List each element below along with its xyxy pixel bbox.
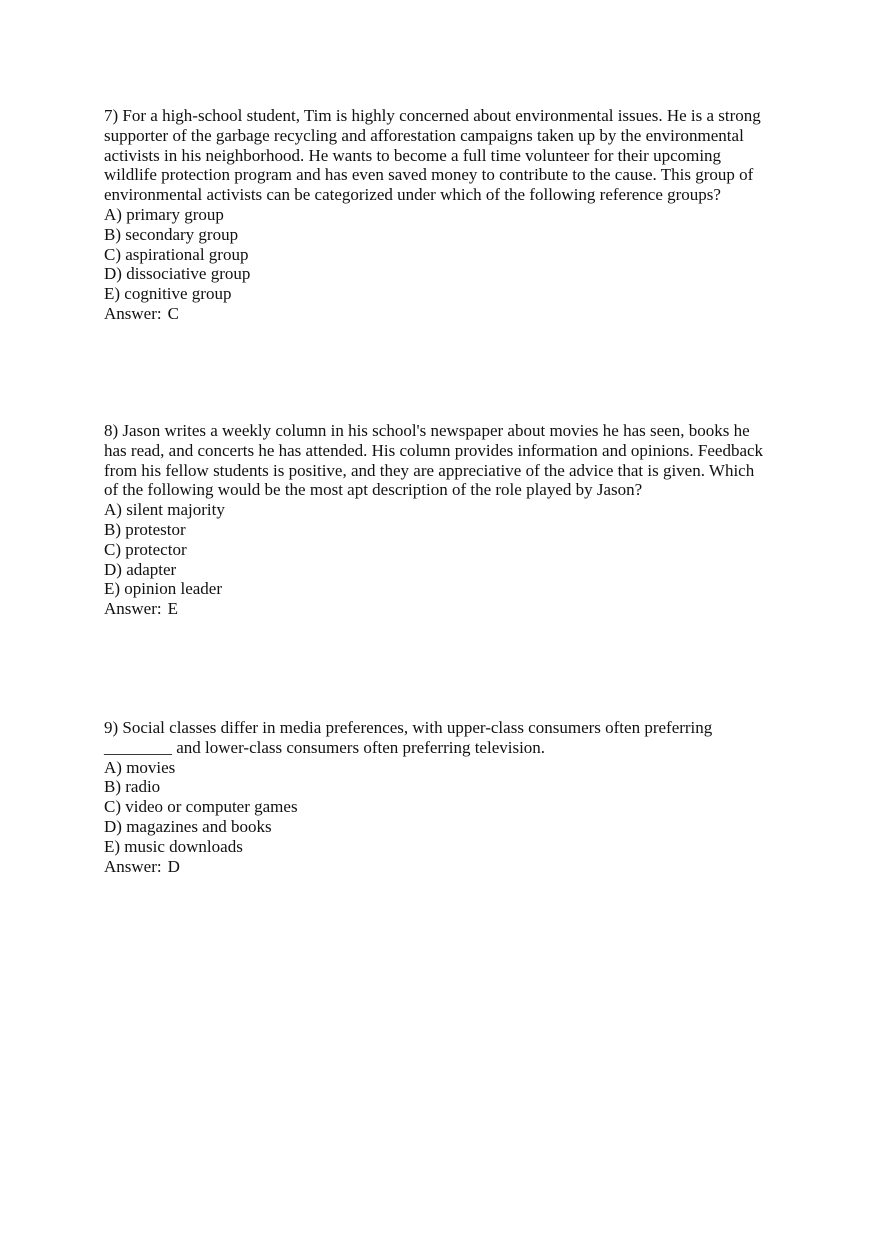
- option-a: A) movies: [104, 757, 176, 777]
- option-e: E) cognitive group: [104, 284, 232, 304]
- question-stem: 9) Social classes differ in media preferences, with upper-class consumers often preferring ________ and lower-class consumers often preferring television.: [104, 718, 713, 757]
- question-7: [104, 106, 784, 324]
- question-stem: 7) For a high-school student, Tim is highly concerned about environmental issues. He is a strong supporter of the garbage recycling and afforestation campaigns taken up by the environmental activists in his neighborhood. He wants to become a full time volunteer for their upcoming wildlife protection program and has even saved money to contribute to the cause. This group of environmental activists can be categorized under which of the following reference groups?: [104, 106, 761, 205]
- option-d: D) dissociative group: [104, 264, 251, 284]
- option-d: D) adapter: [104, 559, 177, 579]
- answer-label: Answer:: [104, 599, 162, 619]
- option-b: B) protestor: [104, 519, 186, 539]
- answer-options: [104, 500, 784, 599]
- answer-line: [104, 599, 784, 619]
- option-c: C) protector: [104, 539, 187, 559]
- question-8: [104, 421, 784, 619]
- answer-line: [104, 857, 784, 877]
- question-9: [104, 718, 784, 876]
- answer-label: Answer:: [104, 856, 162, 876]
- option-d: D) magazines and books: [104, 816, 272, 836]
- answer-label: Answer:: [104, 303, 162, 323]
- answer-value: C: [167, 303, 179, 323]
- question-stem: 8) Jason writes a weekly column in his school's newspaper about movies he has seen, books he has read, and concerts he has attended. His column provides information and opinions. Feedback from his fellow students is positive, and they are appreciative of the advice that is given. Which of the following would be the most apt description of the role played by Jason?: [104, 421, 764, 500]
- option-c: C) aspirational group: [104, 244, 249, 264]
- option-a: A) silent majority: [104, 500, 225, 520]
- option-b: B) radio: [104, 777, 161, 797]
- answer-options: [104, 205, 784, 304]
- option-e: E) opinion leader: [104, 579, 223, 599]
- option-b: B) secondary group: [104, 224, 239, 244]
- answer-value: E: [167, 599, 178, 619]
- answer-options: [104, 758, 784, 857]
- answer-value: D: [167, 856, 180, 876]
- option-c: C) video or computer games: [104, 797, 298, 817]
- answer-line: [104, 304, 784, 324]
- option-e: E) music downloads: [104, 836, 243, 856]
- option-a: A) primary group: [104, 204, 224, 224]
